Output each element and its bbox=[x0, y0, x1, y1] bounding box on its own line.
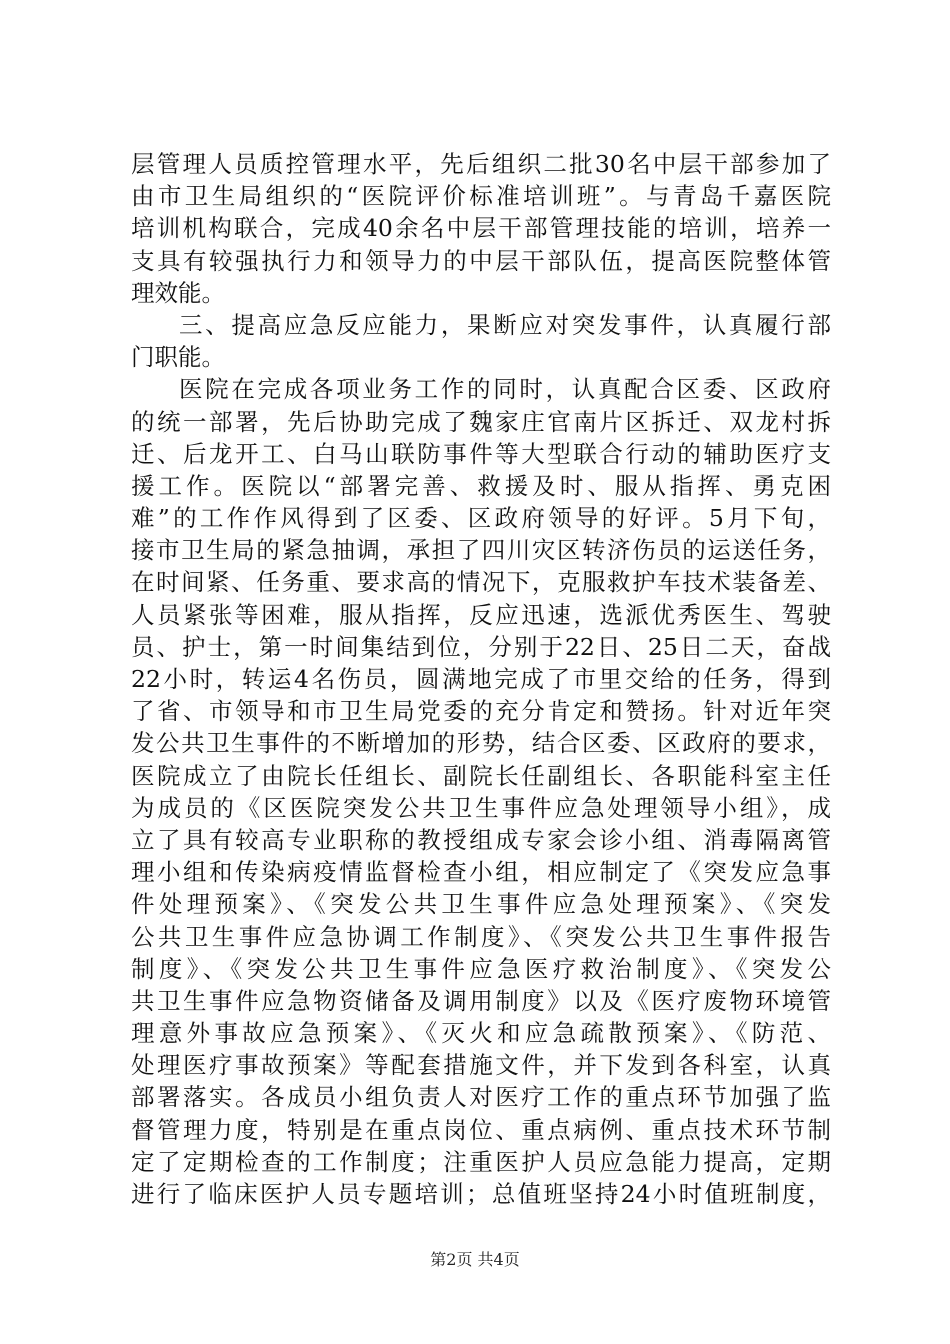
text-line: 迁、后龙开工、白马山联防事件等大型联合行动的辅助医疗支 bbox=[131, 439, 831, 468]
text-line: 支具有较强执行力和领导力的中层干部队伍，提高医院整体管 bbox=[131, 246, 831, 275]
text-line: 处理医疗事故预案》等配套措施文件，并下发到各科室，认真 bbox=[131, 1051, 831, 1080]
text-line: 了省、市领导和市卫生局党委的充分肯定和赞扬。针对近年突 bbox=[131, 697, 831, 726]
text-line: 医院在完成各项业务工作的同时，认真配合区委、区政府 bbox=[179, 375, 831, 404]
text-line: 的统一部署，先后协助完成了魏家庄官南片区拆迁、双龙村拆 bbox=[131, 407, 831, 436]
text-line: 理意外事故应急预案》、《灭火和应急疏散预案》、《防范、 bbox=[131, 1019, 831, 1048]
text-line: 理效能。 bbox=[131, 278, 225, 307]
text-line: 立了具有较高专业职称的教授组成专家会诊小组、消毒隔离管 bbox=[131, 825, 831, 854]
text-line: 件处理预案》、《突发公共卫生事件应急处理预案》、《突发 bbox=[131, 890, 831, 919]
text-line: 制度》、《突发公共卫生事件应急医疗救治制度》、《突发公 bbox=[131, 954, 831, 983]
text-line: 培训机构联合，完成40余名中层干部管理技能的培训，培养一 bbox=[131, 214, 831, 243]
text-line: 部署落实。各成员小组负责人对医疗工作的重点环节加强了监 bbox=[131, 1083, 831, 1112]
page-number-footer: 第2页 共4页 bbox=[430, 1250, 520, 1269]
text-line: 难”的工作作风得到了区委、区政府领导的好评。5月下旬， bbox=[131, 504, 831, 533]
section-heading-line: 门职能。 bbox=[131, 343, 225, 372]
section-heading-line: 三、提高应急反应能力，果断应对突发事件，认真履行部 bbox=[179, 310, 831, 339]
text-line: 为成员的《区医院突发公共卫生事件应急处理领导小组》，成 bbox=[131, 793, 831, 822]
text-line: 人员紧张等困难，服从指挥，反应迅速，选派优秀医生、驾驶 bbox=[131, 600, 831, 629]
text-line: 理小组和传染病疫情监督检查小组，相应制定了《突发应急事 bbox=[131, 858, 831, 887]
text-line: 共卫生事件应急物资储备及调用制度》以及《医疗废物环境管 bbox=[131, 986, 831, 1015]
text-line: 接市卫生局的紧急抽调，承担了四川灾区转济伤员的运送任务， bbox=[131, 536, 831, 565]
text-line: 定了定期检查的工作制度；注重医护人员应急能力提高，定期 bbox=[131, 1147, 831, 1176]
document-body bbox=[131, 148, 831, 1210]
text-line: 层管理人员质控管理水平，先后组织二批30名中层干部参加了 bbox=[131, 150, 831, 178]
text-line: 发公共卫生事件的不断增加的形势，结合区委、区政府的要求， bbox=[131, 729, 831, 758]
text-line: 进行了临床医护人员专题培训；总值班坚持24小时值班制度， bbox=[131, 1180, 831, 1208]
text-line: 在时间紧、任务重、要求高的情况下，克服救护车技术装备差、 bbox=[131, 568, 831, 597]
text-line: 督管理力度，特别是在重点岗位、重点病例、重点技术环节制 bbox=[131, 1115, 831, 1144]
text-line: 公共卫生事件应急协调工作制度》、《突发公共卫生事件报告 bbox=[131, 922, 831, 951]
text-line: 医院成立了由院长任组长、副院长任副组长、各职能科室主任 bbox=[131, 761, 831, 790]
text-line: 由市卫生局组织的“医院评价标准培训班”。与青岛千嘉医院 bbox=[131, 182, 831, 211]
text-line: 员、护士，第一时间集结到位，分别于22日、25日二天，奋战 bbox=[131, 632, 831, 661]
text-line: 援工作。医院以“部署完善、救援及时、服从指挥、勇克困 bbox=[131, 471, 831, 500]
text-line: 22小时，转运4名伤员，圆满地完成了市里交给的任务，得到 bbox=[131, 665, 831, 693]
